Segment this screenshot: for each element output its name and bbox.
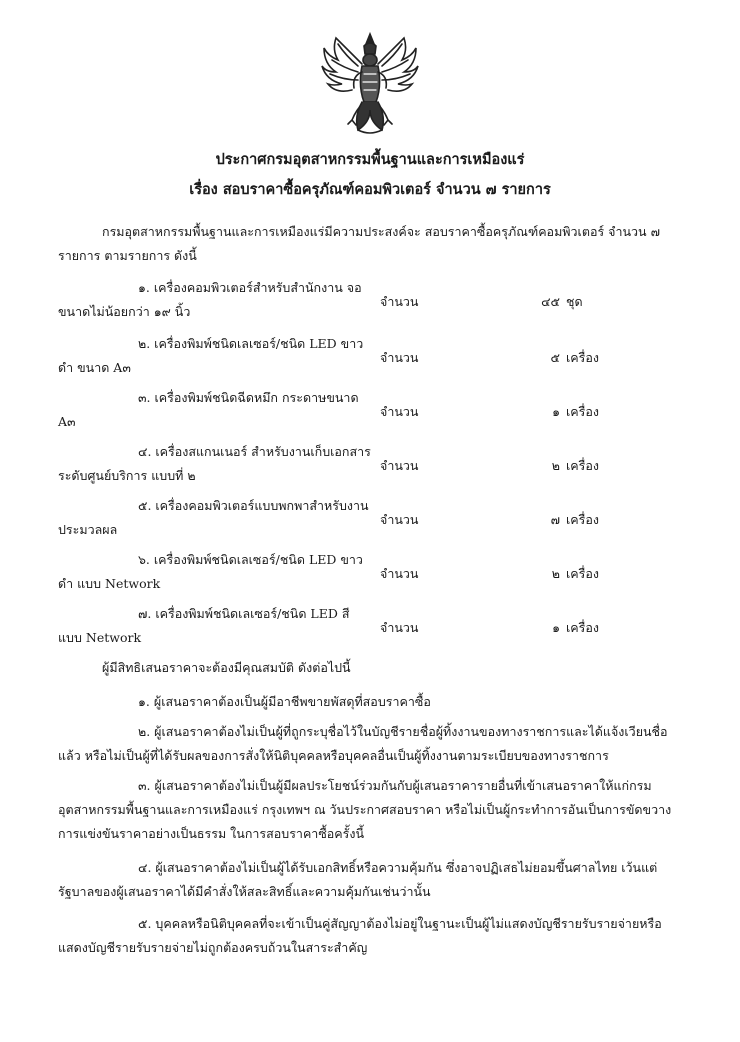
- list-item: ๒. ผู้เสนอราคาต้องไม่เป็นผู้ที่ถูกระบุชื่อไว้ในบัญชีรายชื่อผู้ทิ้งงานของทางราชการและได้แจ้งเวียนชื่อแล้ว หรือไม่เป็นผู้ที่ได้รับผลของการสั่งให้นิติบุคคลหรือบุคคลอื่นเป็นผู้ทิ้งงานตามระเบียบของทางราชการ: [58, 724, 668, 763]
- item-qty: ๑: [552, 620, 560, 635]
- item-qty: ๕: [550, 350, 560, 365]
- item-qty-label: จำนวน: [380, 350, 419, 365]
- item-name: ๓. เครื่องพิมพ์ชนิดฉีดหมึก กระดาษขนาด A๓: [58, 390, 359, 429]
- item-qty-label: จำนวน: [380, 566, 419, 581]
- item-qty-label: จำนวน: [380, 620, 419, 635]
- qualifications-heading: ผู้มีสิทธิเสนอราคาจะต้องมีคุณสมบัติ ดังต่อไปนี้: [102, 660, 351, 675]
- item-qty-label: จำนวน: [380, 512, 419, 527]
- list-item: ๔. ผู้เสนอราคาต้องไม่เป็นผู้ได้รับเอกสิทธิ์หรือความคุ้มกัน ซึ่งอาจปฏิเสธไม่ยอมขึ้นศาลไทย เว้นแต่รัฐบาลของผู้เสนอราคาได้มีคำสั่งให้สละสิทธิ์และความคุ้มกันเช่นว่านั้น: [58, 860, 658, 899]
- item-name: ๕. เครื่องคอมพิวเตอร์แบบพกพาสำหรับงาน ประมวลผล: [58, 498, 369, 537]
- list-item: ๓. ผู้เสนอราคาต้องไม่เป็นผู้มีผลประโยชน์ร่วมกันกับผู้เสนอราคารายอื่นที่เข้าเสนอราคาให้แก่กรมอุตสาหกรรมพื้นฐานและการเหมืองแร่ กรุงเทพฯ ณ วันประกาศสอบราคา หรือไม่เป็นผู้กระทำการอันเป็นการขัดขวางการแข่งขันราคาอย่างเป็นธรรม ในการสอบราคาซื้อครั้งนี้: [58, 778, 672, 841]
- item-qty: ๗: [550, 512, 560, 527]
- item-unit: เครื่อง: [566, 458, 599, 473]
- item-qty: ๒: [551, 458, 560, 473]
- list-item: ๑. ผู้เสนอราคาต้องเป็นผู้มีอาชีพขายพัสดุที่สอบราคาซื้อ: [138, 694, 431, 709]
- item-name: ๗. เครื่องพิมพ์ชนิดเลเซอร์/ชนิด LED สี แบบ Network: [58, 606, 350, 645]
- item-unit: เครื่อง: [566, 566, 599, 581]
- list-item: ๕. บุคคลหรือนิติบุคคลที่จะเข้าเป็นคู่สัญญาต้องไม่อยู่ในฐานะเป็นผู้ไม่แสดงบัญชีรายรับรายจ่ายหรือแสดงบัญชีรายรับรายจ่ายไม่ถูกต้องครบถ้วนในสาระสำคัญ: [58, 916, 662, 955]
- item-qty-label: จำนวน: [380, 458, 419, 473]
- item-unit: เครื่อง: [566, 620, 599, 635]
- item-unit: เครื่อง: [566, 512, 599, 527]
- item-unit: เครื่อง: [566, 350, 599, 365]
- announcement-title: ประกาศกรมอุตสาหกรรมพื้นฐานและการเหมืองแร่: [215, 151, 525, 168]
- intro-paragraph: กรมอุตสาหกรรมพื้นฐานและการเหมืองแร่มีความประสงค์จะ สอบราคาซื้อครุภัณฑ์คอมพิวเตอร์ จำนวน ๗ รายการ ตามรายการ ดังนี้: [58, 224, 660, 263]
- item-qty: ๒: [551, 566, 560, 581]
- item-qty: ๑: [552, 404, 560, 419]
- item-name: ๒. เครื่องพิมพ์ชนิดเลเซอร์/ชนิด LED ขาวดำ ขนาด A๓: [58, 336, 364, 375]
- item-qty-label: จำนวน: [380, 294, 419, 309]
- garuda-emblem-icon: [318, 30, 422, 138]
- announcement-subject: เรื่อง สอบราคาซื้อครุภัณฑ์คอมพิวเตอร์ จำนวน ๗ รายการ: [189, 181, 551, 198]
- item-name: ๖. เครื่องพิมพ์ชนิดเลเซอร์/ชนิด LED ขาวดำ แบบ Network: [58, 552, 363, 591]
- item-name: ๔. เครื่องสแกนเนอร์ สำหรับงานเก็บเอกสาร ระดับศูนย์บริการ แบบที่ ๒: [58, 444, 371, 483]
- item-name: ๑. เครื่องคอมพิวเตอร์สำหรับสำนักงาน จอขนาดไม่น้อยกว่า ๑๙ นิ้ว: [58, 280, 362, 319]
- item-qty: ๔๕: [541, 294, 560, 309]
- item-qty-label: จำนวน: [380, 404, 419, 419]
- item-unit: ชุด: [566, 294, 583, 309]
- item-unit: เครื่อง: [566, 404, 599, 419]
